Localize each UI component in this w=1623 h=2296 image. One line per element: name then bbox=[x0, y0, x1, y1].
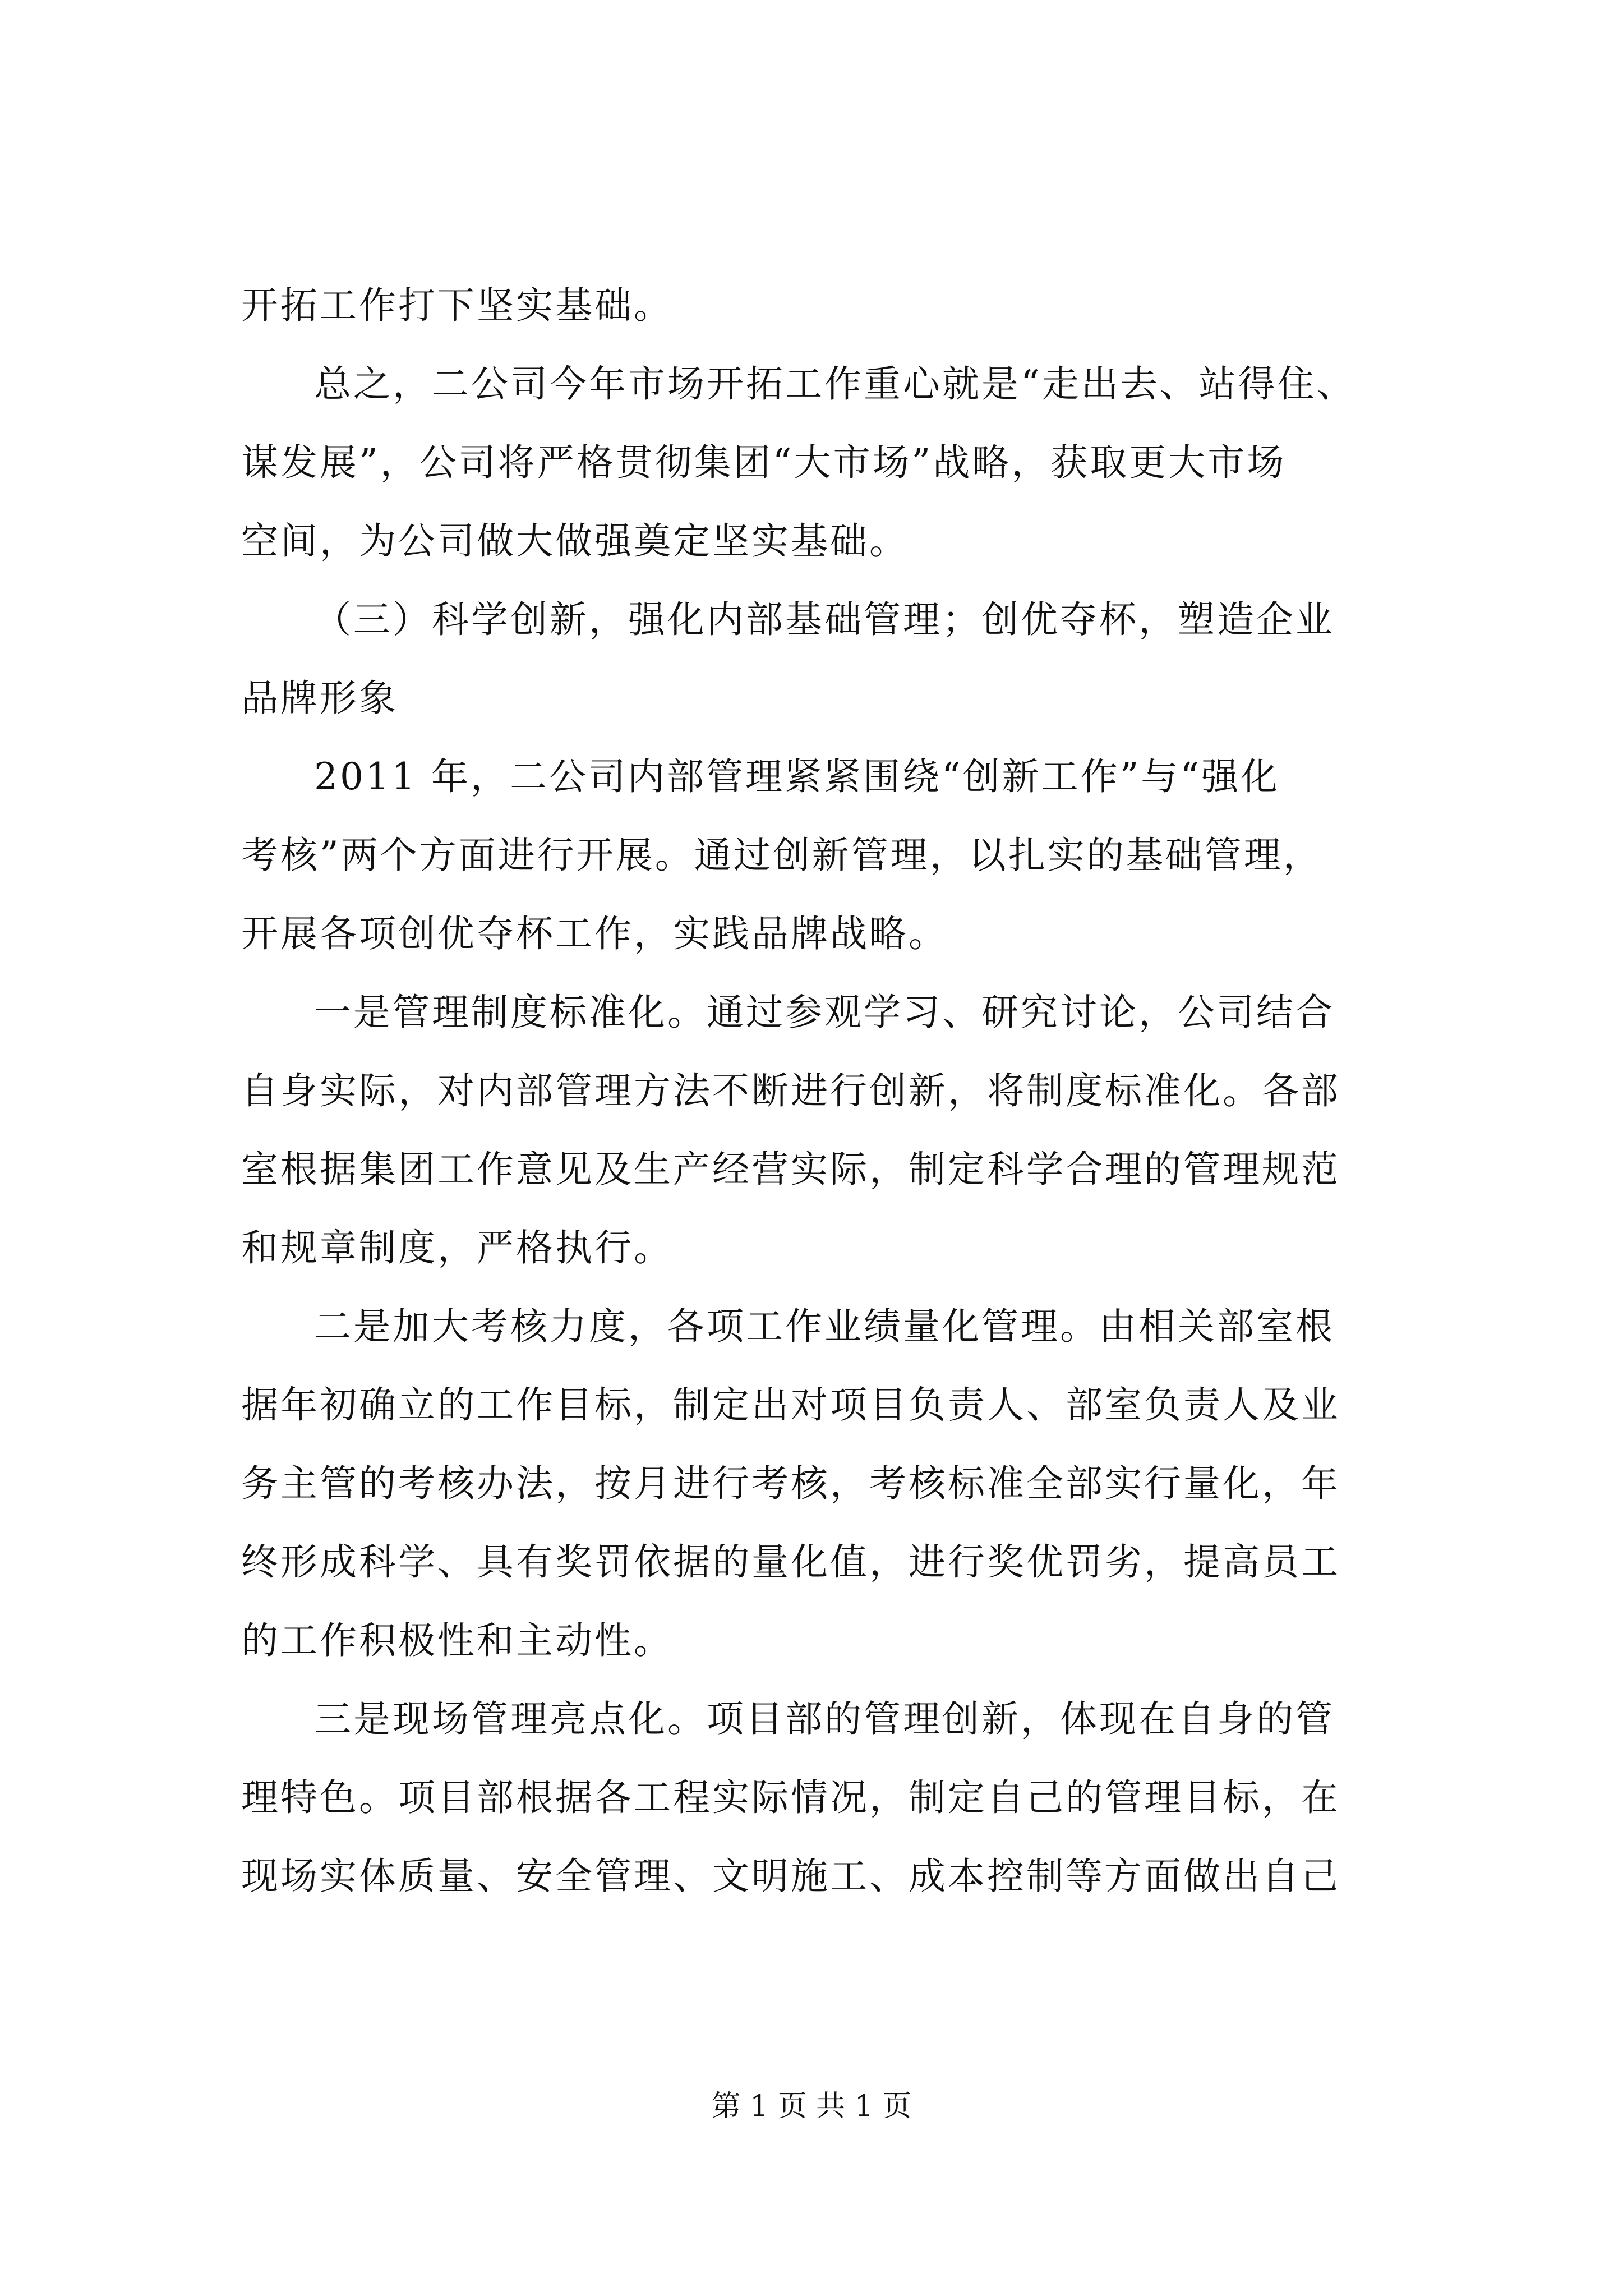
section-heading-line: （三）科学创新，强化内部基础管理；创优夺杯，塑造企业 bbox=[314, 598, 1335, 641]
text-line: 现场实体质量、安全管理、文明施工、成本控制等方面做出自己 bbox=[241, 1855, 1340, 1898]
section-heading-line: 品牌形象 bbox=[241, 677, 398, 720]
text-line: 自身实际，对内部管理方法不断进行创新，将制度标准化。各部 bbox=[241, 1069, 1340, 1112]
text-line: 室根据集团工作意见及生产经营实际，制定科学合理的管理规范 bbox=[241, 1148, 1340, 1191]
paragraph-start-line: 三是现场管理亮点化。项目部的管理创新，体现在自身的管 bbox=[314, 1697, 1335, 1741]
paragraph-start-line: 二是加大考核力度，各项工作业绩量化管理。由相关部室根 bbox=[314, 1305, 1335, 1348]
text-line: 空间，为公司做大做强奠定坚实基础。 bbox=[241, 519, 909, 563]
paragraph-start-line: 一是管理制度标准化。通过参观学习、研究讨论，公司结合 bbox=[314, 991, 1335, 1034]
text-line: 和规章制度，严格执行。 bbox=[241, 1226, 673, 1269]
paragraph-start-line: 总之，二公司今年市场开拓工作重心就是“走出去、站得住、 bbox=[314, 362, 1356, 406]
text-line: 开拓工作打下坚实基础。 bbox=[241, 284, 673, 327]
text-line: 考核”两个方面进行开展。通过创新管理，以扎实的基础管理， bbox=[241, 834, 1322, 877]
text-line: 的工作积极性和主动性。 bbox=[241, 1619, 673, 1662]
paragraph-start-line: 2011 年，二公司内部管理紧紧围绕“创新工作”与“强化 bbox=[314, 755, 1280, 798]
page-number-footer: 第 1 页 共 1 页 bbox=[711, 2090, 912, 2123]
text-line: 据年初确立的工作目标，制定出对项目负责人、部室负责人及业 bbox=[241, 1383, 1340, 1427]
text-line: 谋发展”，公司将严格贯彻集团“大市场”战略，获取更大市场 bbox=[241, 441, 1287, 484]
text-line: 务主管的考核办法，按月进行考核，考核标准全部实行量化，年 bbox=[241, 1462, 1340, 1505]
text-line: 理特色。项目部根据各工程实际情况，制定自己的管理目标，在 bbox=[241, 1776, 1340, 1819]
text-line: 开展各项创优夺杯工作，实践品牌战略。 bbox=[241, 912, 948, 955]
text-line: 终形成科学、具有奖罚依据的量化值，进行奖优罚劣，提高员工 bbox=[241, 1540, 1340, 1584]
